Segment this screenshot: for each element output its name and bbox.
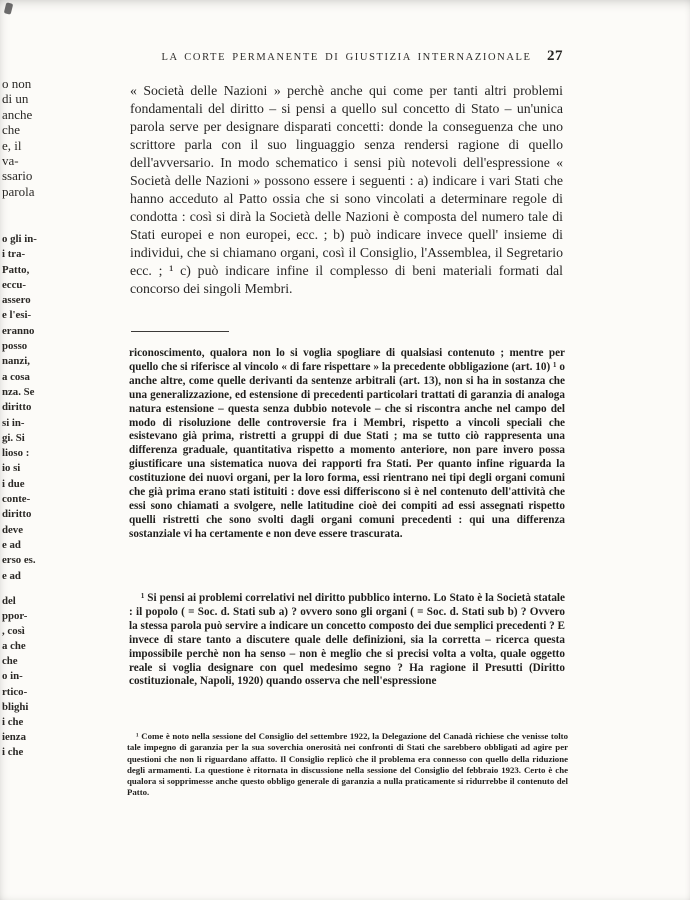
facing-page-text-fragment: e, il: [2, 137, 22, 153]
facing-page-text-fragment: ppor-: [2, 610, 28, 623]
footnote-continuation: riconoscimento, qualora non lo si voglia spogliare di qualsiasi contenuto ; mentre per quello che si riferisce al vincolo « di fare rispettare » la precedente obbligazione (art. 10) ¹ o anche altre, come quelle derivanti da sentenze arbitrali (art. 13), non si ha in sostanza che una generalizzazione, ed estensione di precedenti particolari trattati di garanzia di analoga natura estensione – questa senza dubbio notevole – che si riscontra anche nel campo del modo di risoluzione delle controversie fra i Membri, rispetto a vincoli speciali che esistevano già prima, ristretti a gruppi di due Stati ; ma se tutto ciò rappresenta una differenza graduale, quantitativa rispetto a momento anteriore, non pare invero possa giustificare una sistematica nuova dei rapporti fra Stati. Per quanto infine riguarda la costituzione dei nuovi organi, per la loro forma, essi rientrano nei tipi degli organi comuni che già prima erano stati istituiti : dove essi differiscono si è nel contenuto dell'attività che essi sono chiamati a svolgere, nelle latitudine cioè dei compiti ad essi assegnati rispetto quelli ristretti che sono svolti dagli organi comuni precedenti : qui una differenza sostanziale vi ha certamente e non deve essere trascurata.: [129, 347, 565, 540]
facing-page-text-fragment: ssario: [2, 168, 33, 184]
facing-page-text-fragment: a cosa: [2, 370, 30, 383]
facing-page-text-fragment: i tra-: [2, 248, 26, 261]
facing-page-text-fragment: che: [2, 655, 18, 668]
facing-page-text-fragment: , così: [2, 625, 25, 638]
facing-page-bleed-footnote-lower: [2, 594, 40, 760]
facing-page-text-fragment: e ad: [2, 538, 21, 551]
facing-page-text-fragment: eranno: [2, 324, 35, 337]
facing-page-bleed-footnote-upper: [2, 232, 40, 584]
facing-page-text-fragment: e ad: [2, 569, 21, 582]
facing-page-text-fragment: io si: [2, 462, 21, 475]
facing-page-text-fragment: o non: [2, 76, 32, 91]
facing-page-text-fragment: diritto: [2, 401, 32, 414]
facing-page-text-fragment: i due: [2, 477, 25, 490]
facing-page-text-fragment: blighi: [2, 700, 29, 713]
facing-page-text-fragment: erso es.: [2, 554, 36, 567]
facing-page-text-fragment: di un: [2, 91, 29, 107]
facing-page-text-fragment: conte-: [2, 493, 31, 506]
page-number: 27: [547, 48, 563, 64]
facing-page-text-fragment: i che: [2, 745, 24, 758]
running-header-title: LA CORTE PERMANENTE DI GIUSTIZIA INTERNAZIONALE: [161, 52, 532, 63]
facing-page-text-fragment: va-: [2, 153, 19, 169]
footnote-separator-rule: [131, 331, 229, 332]
facing-page-text-fragment: diritto: [2, 508, 32, 521]
facing-page-text-fragment: parola: [2, 183, 35, 199]
facing-page-text-fragment: deve: [2, 523, 23, 536]
facing-page-text-fragment: anche: [2, 106, 33, 122]
facing-page-text-fragment: a che: [2, 640, 26, 653]
facing-page-text-fragment: ienza: [2, 730, 26, 743]
facing-page-bleed-main: [2, 76, 40, 199]
facing-page-text-fragment: assero: [2, 294, 31, 307]
facing-page-text-fragment: nanzi,: [2, 355, 30, 368]
running-header: [130, 48, 563, 68]
facing-page-text-fragment: eccu-: [2, 278, 26, 291]
facing-page-text-fragment: o gli in-: [2, 233, 37, 245]
facing-page-text-fragment: Patto,: [2, 263, 30, 276]
facing-page-text-fragment: nza. Se: [2, 385, 35, 398]
facing-page-text-fragment: si in-: [2, 416, 25, 429]
facing-page-text-fragment: e l'esi-: [2, 309, 32, 322]
facing-page-text-fragment: che: [2, 122, 21, 138]
facing-page-text-fragment: lioso :: [2, 447, 30, 460]
facing-page-text-fragment: del: [2, 595, 16, 607]
facing-page-text-fragment: gi. Si: [2, 431, 25, 444]
footnote-small: ¹ Come è noto nella sessione del Consiglio del settembre 1922, la Delegazione del Canadà richiese che venisse tolto tale impegno di garanzia per la sua soverchia onerosità nei confronti di Stati che sarebbero obbligati ad agire per questioni che non li riguardano affatto. Il Consiglio replicò che il problema era connesso con quello della riduzione degli armamenti. La questione è ritornata in discussione nella sessione del Consiglio del febbraio 1923. Certo è che qualora si sopprimesse anche questo obbligo generale di garanzia a nulla praticamente si ridurrebbe il contenuto del Patto.: [127, 731, 568, 798]
facing-page-text-fragment: rtico-: [2, 685, 28, 698]
facing-page-text-fragment: posso: [2, 340, 28, 353]
facing-page-text-fragment: i che: [2, 715, 24, 728]
main-paragraph: « Società delle Nazioni » perchè anche qui come per tanti altri problemi fondamentali del diritto – si pensi a quello sul concetto di Stato – un'unica parola serve per designare disparati concetti: donde la conseguenza che uno scrittore parla con il suo linguaggio senza rendersi ragione di quello dell'avversario. In modo schematico i sensi più notevoli dell'espressione « Società delle Nazioni » possono essere i seguenti : a) indicare i vari Stati che hanno acceduto al Patto ossia che si sono vincolati a determinare regole di condotta : così si dirà la Società delle Nazioni è composta del numero tale di Stati europei e non europei, ecc. ; b) può indicare invece quell' insieme di individui, che si chiamano organi, così il Consiglio, l'Assemblea, il Segretario ecc. ; ¹ c) può indicare infine il complesso di beni materiali formati dal concorso dei singoli Membri.: [130, 83, 563, 296]
facing-page-text-fragment: o in-: [2, 670, 23, 683]
scan-artifact-mark: [4, 2, 13, 14]
footnote-1: ¹ Si pensi ai problemi correlativi nel diritto pubblico interno. Lo Stato è la Società statale : il popolo ( = Soc. d. Stati sub a) ? ovvero sono gli organi ( = Soc. d. Stati sub b) ? Ovvero la stessa parola può servire a indicare un concetto composto dei due semplici precedenti ? E invece di stare tanto a discutere quale delle definizioni, sia la corretta – ricerca questa impossibile perchè non ha senso – non è meglio che si precisi volta a volta, quale oggetto reale si voglia designare con quel medesimo segno ? Ha ragione il Presutti (Diritto costituzionale, Napoli, 1920) quando osserva che nell'espressione: [129, 592, 565, 688]
